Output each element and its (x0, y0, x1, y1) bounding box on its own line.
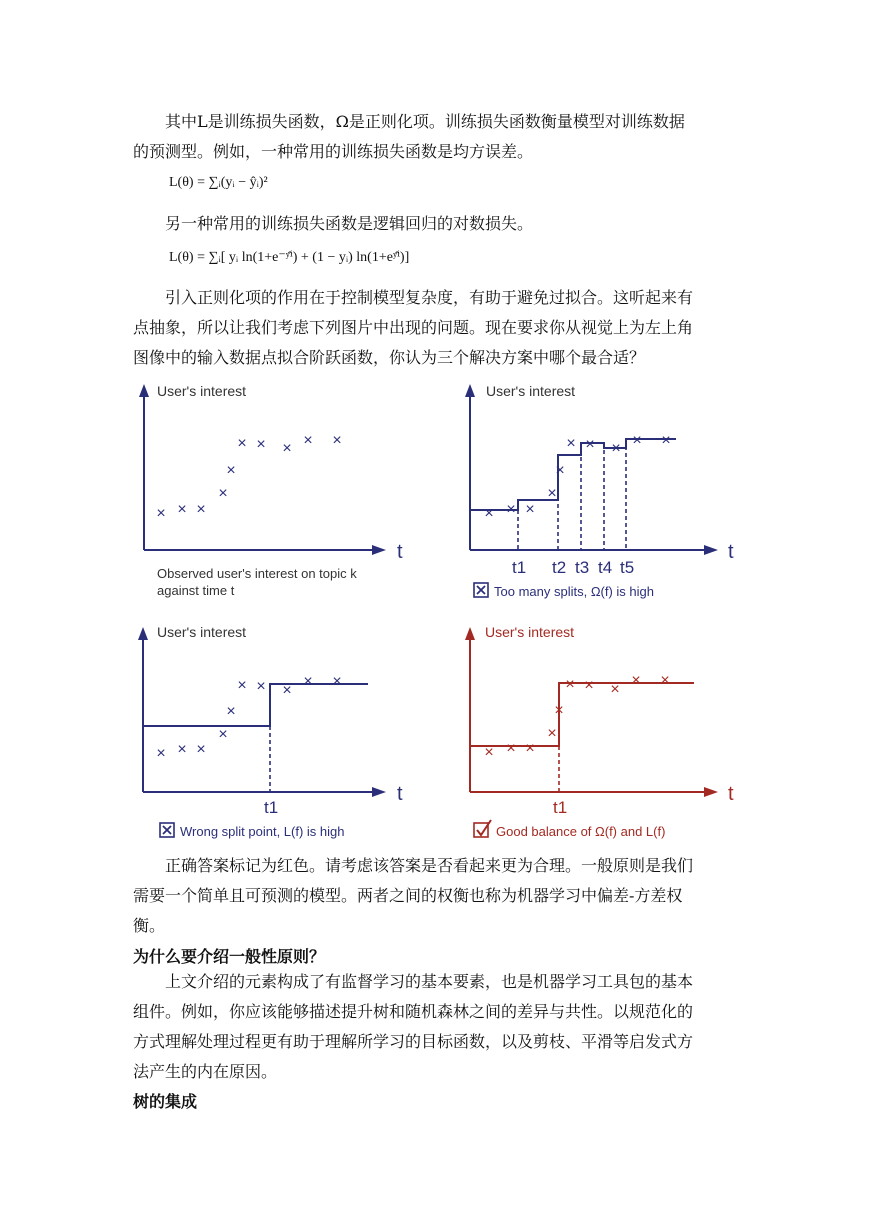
x-axis-arrow (704, 787, 718, 797)
data-point: × (660, 672, 670, 689)
paragraph-intro (133, 107, 739, 167)
data-point: × (506, 501, 516, 518)
caption-line: Observed user's interest on topic k (157, 566, 357, 581)
data-point: × (661, 432, 671, 449)
y-axis-label: User's interest (157, 383, 247, 399)
cross-box-icon (474, 583, 488, 597)
x-axis-label: t (397, 541, 403, 563)
x-axis-arrow (372, 545, 386, 555)
data-point: × (282, 682, 292, 699)
panel-good-balance (458, 622, 758, 847)
data-point: × (565, 676, 575, 693)
text-line: 上文介绍的元素构成了有监督学习的基本要素，也是机器学习工具包的基本 (165, 972, 694, 991)
caption: Good balance of Ω(f) and L(f) (496, 824, 666, 839)
text-line: 衡。 (133, 916, 166, 935)
text-line: 需要一个简单且可预测的模型。两者之间的权衡也称为机器学习中偏差-方差权 (133, 886, 683, 905)
data-points (156, 432, 341, 522)
caption: Too many splits, Ω(f) is high (494, 584, 654, 599)
data-point: × (632, 432, 642, 449)
section-heading: 为什么要介绍一般性原则？ (133, 947, 326, 966)
x-axis-arrow (704, 545, 718, 555)
text-line: 方式理解处理过程更有助于理解所学习的目标函数，以及剪枝、平滑等启发式方 (133, 1032, 694, 1051)
data-point: × (555, 462, 565, 479)
data-point: × (506, 740, 516, 757)
tick-label: t4 (598, 558, 613, 577)
data-point: × (256, 436, 266, 453)
data-point: × (226, 703, 236, 720)
tick-label: t1 (264, 798, 279, 817)
data-point: × (177, 501, 187, 518)
data-point: × (218, 726, 228, 743)
data-point: × (332, 432, 342, 449)
data-point: × (256, 678, 266, 695)
data-points (156, 673, 341, 762)
y-axis-arrow (465, 384, 475, 397)
check-box-icon (474, 820, 491, 837)
data-point: × (525, 740, 535, 757)
data-points (484, 432, 670, 522)
caption: Wrong split point, L(f) is high (180, 824, 345, 839)
text-line: 的预测型。例如，一种常用的训练损失函数是均方误差。 (133, 142, 534, 161)
data-point: × (525, 501, 535, 518)
x-axis-label: t (728, 783, 734, 805)
y-axis-arrow (138, 627, 148, 640)
paragraph-answer (133, 851, 739, 941)
panel-wrong-split (130, 622, 430, 847)
data-point: × (226, 462, 236, 479)
data-point: × (631, 672, 641, 689)
paragraph-regularization (133, 283, 739, 373)
x-axis-label: t (397, 783, 403, 805)
data-point: × (484, 744, 494, 761)
text-line: 其中L是训练损失函数，Ω是正则化项。训练损失函数衡量模型对训练数据 (165, 112, 685, 131)
data-point: × (610, 681, 620, 698)
text-line: 引入正则化项的作用在于控制模型复杂度，有助于避免过拟合。这听起来有 (165, 288, 694, 307)
y-axis-arrow (465, 627, 475, 640)
tick-label: t2 (552, 558, 567, 577)
text-line: 法产生的内在原因。 (133, 1062, 278, 1081)
section-heading: 树的集成 (133, 1092, 198, 1111)
data-point: × (177, 741, 187, 758)
step-function (470, 683, 694, 746)
text-line: 组件。例如，你应该能够描述提升树和随机森林之间的差异与共性。以规范化的 (133, 1002, 694, 1021)
data-point: × (237, 677, 247, 694)
data-point: × (484, 505, 494, 522)
paragraph-principles (133, 967, 739, 1087)
y-axis-label: User's interest (157, 624, 247, 640)
data-point: × (611, 440, 621, 457)
text-line: 点抽象，所以让我们考虑下列图片中出现的问题。现在要求你从视觉上为左上角 (133, 318, 694, 337)
data-point: × (566, 435, 576, 452)
tick-label: t5 (620, 558, 635, 577)
data-point: × (156, 505, 166, 522)
y-axis-arrow (139, 384, 149, 397)
data-point: × (303, 432, 313, 449)
data-point: × (156, 745, 166, 762)
y-axis-label: User's interest (485, 624, 575, 640)
caption-line: against time t (157, 583, 235, 598)
tick-label: t1 (553, 798, 568, 817)
panel-too-many-splits (458, 380, 758, 605)
tick-label: t3 (575, 558, 590, 577)
text-line: 正确答案标记为红色。请考虑该答案是否看起来更为合理。一般原则是我们 (165, 856, 694, 875)
data-points (484, 672, 669, 761)
data-point: × (332, 673, 342, 690)
tick-labels (512, 558, 634, 577)
data-point: × (547, 725, 557, 742)
x-axis-label: t (728, 541, 734, 563)
text-line: 另一种常用的训练损失函数是逻辑回归的对数损失。 (165, 214, 534, 233)
data-point: × (584, 677, 594, 694)
data-point: × (196, 741, 206, 758)
data-point: × (218, 485, 228, 502)
data-point: × (282, 440, 292, 457)
data-point: × (303, 673, 313, 690)
data-point: × (554, 702, 564, 719)
data-point: × (585, 436, 595, 453)
panel-observed-data (130, 380, 430, 605)
paragraph-logistic (133, 209, 739, 239)
data-point: × (196, 501, 206, 518)
cross-box-icon (160, 823, 174, 837)
formula-logistic-loss: L(θ) = ∑ᵢ[ yᵢ ln(1+e⁻ʸ̂ⁱ) + (1 − yᵢ) ln(1+eʸ̂ⁱ)] (169, 250, 410, 265)
data-point: × (547, 485, 557, 502)
x-axis-arrow (372, 787, 386, 797)
data-point: × (237, 435, 247, 452)
text-line: 图像中的输入数据点拟合阶跃函数，你认为三个解决方案中哪个最合适？ (133, 348, 646, 367)
y-axis-label: User's interest (486, 383, 576, 399)
formula-squared-loss: L(θ) = ∑ᵢ(yᵢ − ŷᵢ)² (169, 175, 268, 190)
tick-label: t1 (512, 558, 527, 577)
